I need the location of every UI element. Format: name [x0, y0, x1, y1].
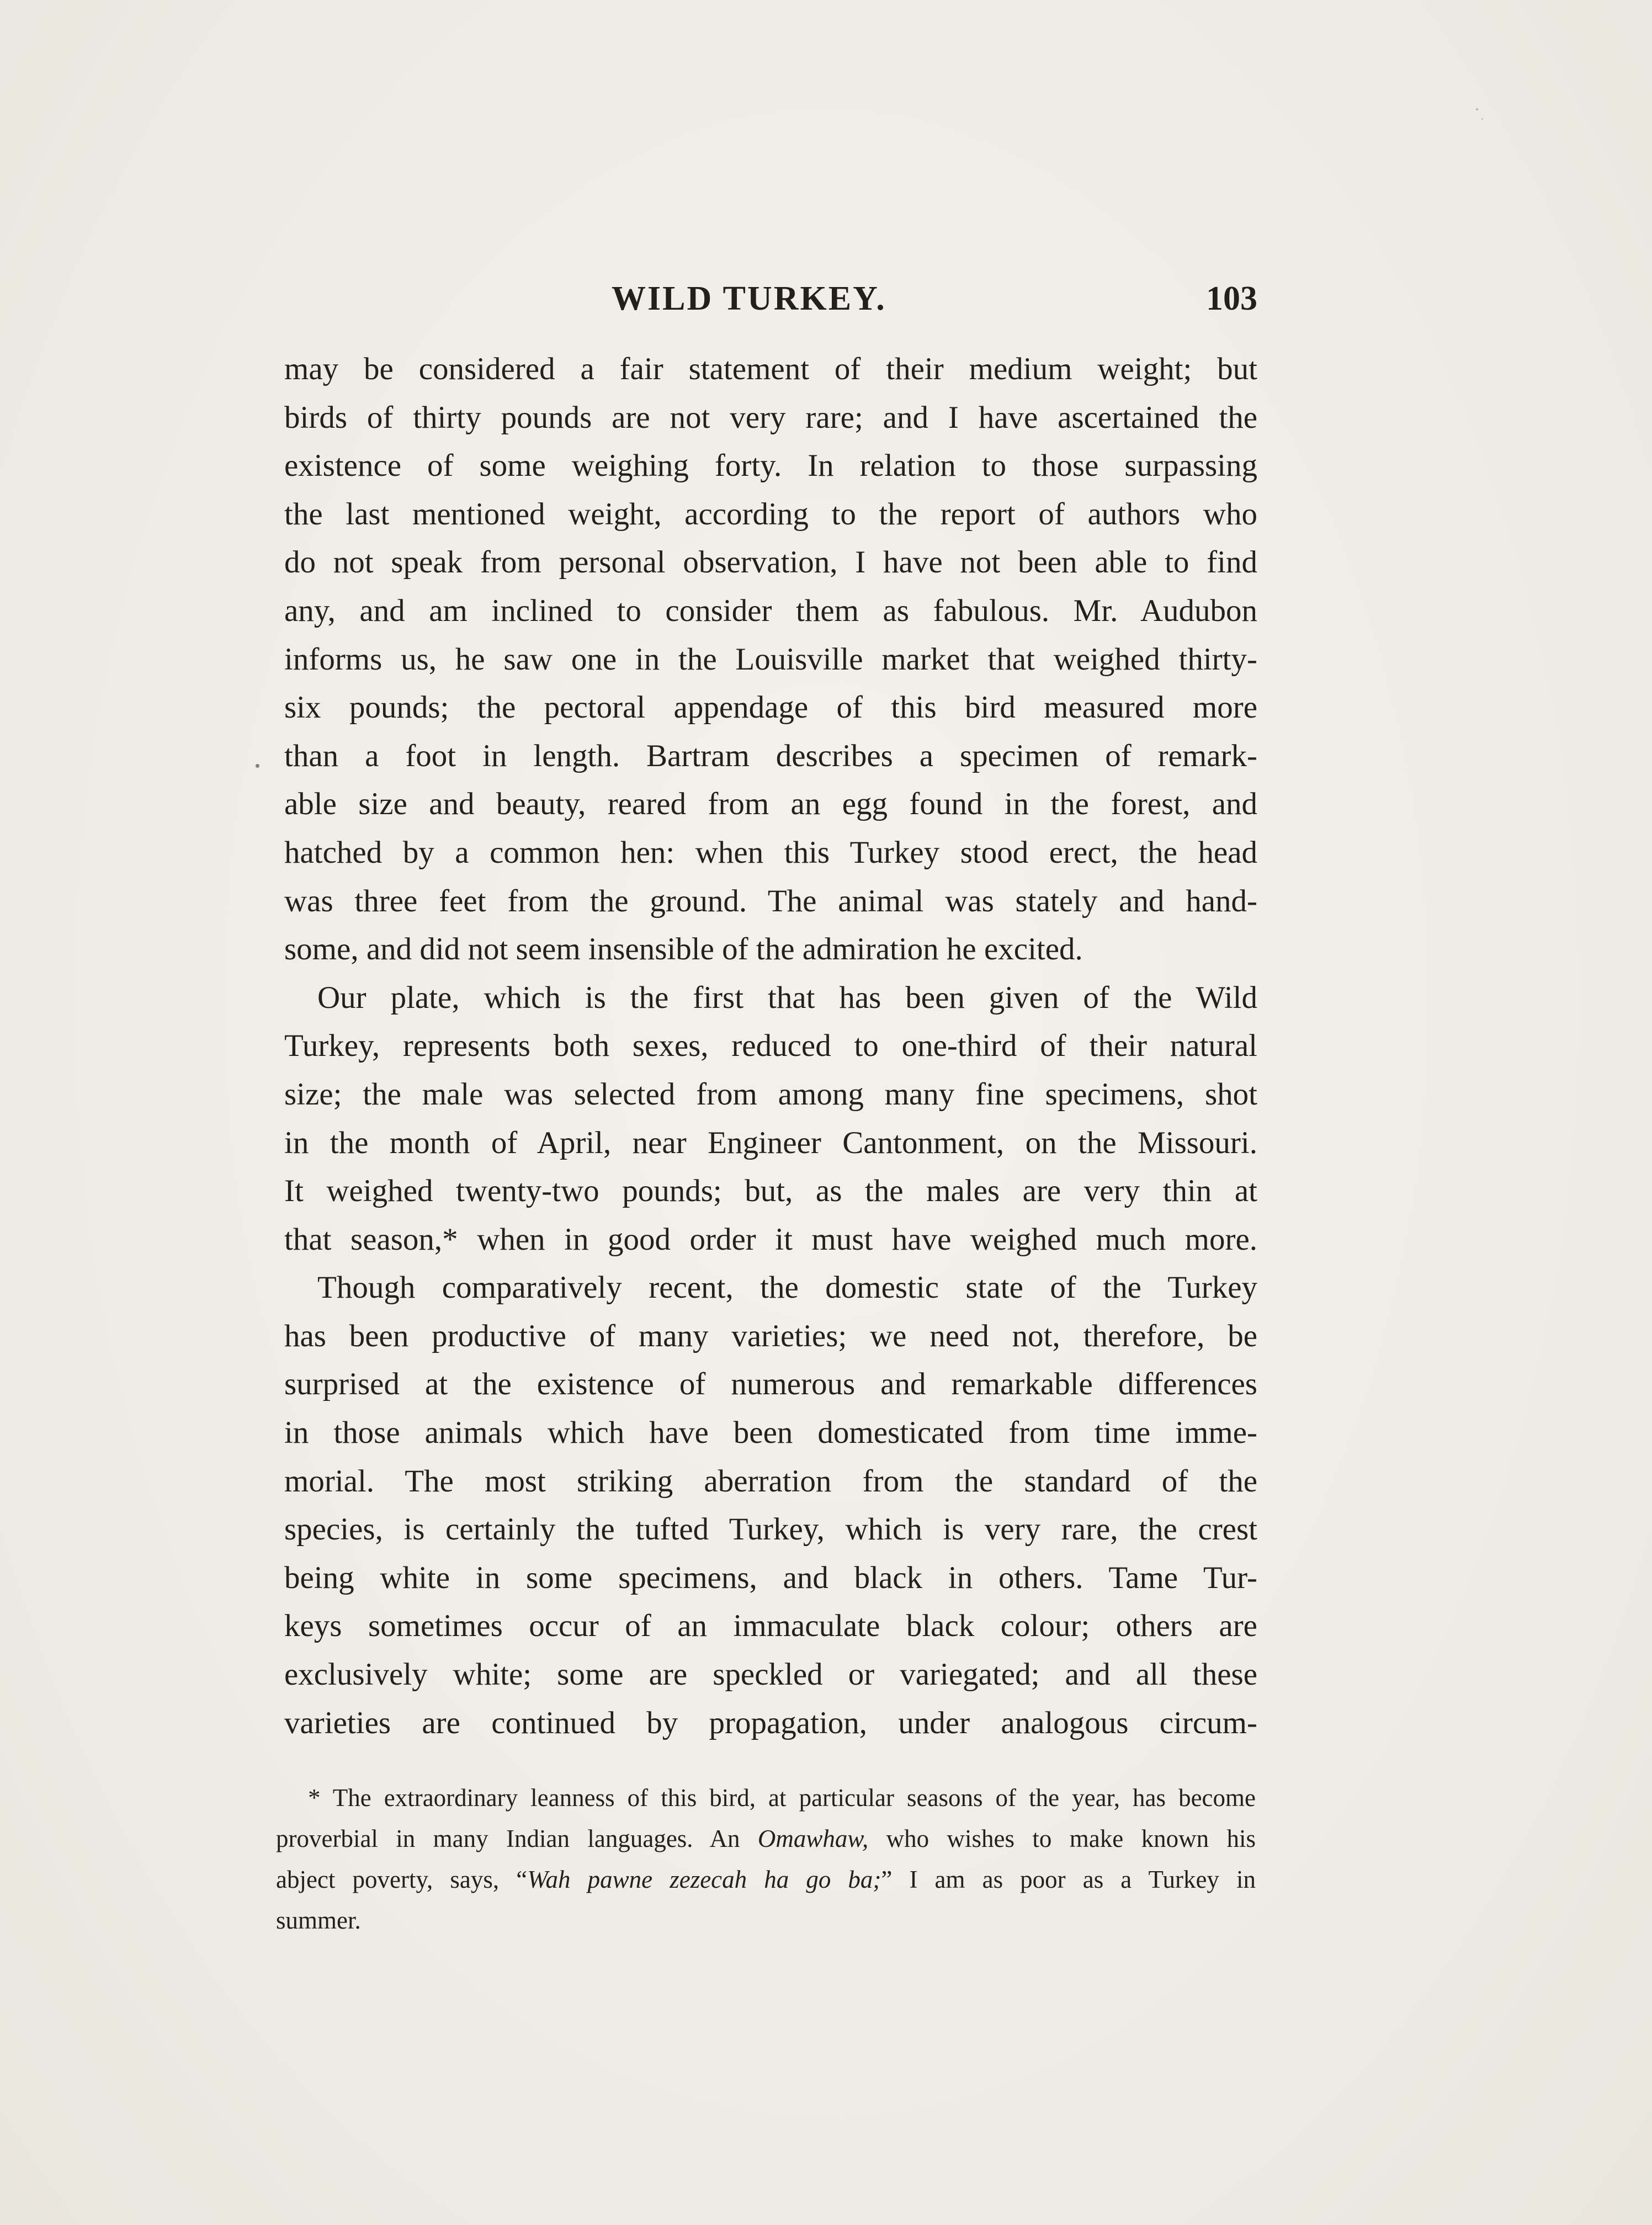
footnote-text: proverbial in many Indian languages. An — [276, 1825, 758, 1852]
footnote-line: summer. — [276, 1907, 361, 1934]
text-line: do not speak from personal observation, I have not been able to find — [284, 545, 1257, 580]
text-line: that season,* when in good order it must have weighed much more. — [284, 1222, 1257, 1257]
text-line: than a foot in length. Bartram describes a specimen of remark- — [284, 738, 1257, 773]
footnote-text: ” I am as poor as a Turkey in — [881, 1866, 1256, 1893]
body-text — [284, 345, 1257, 1747]
text-line: birds of thirty pounds are not very rare; and I have ascertained the — [284, 400, 1257, 435]
text-line: keys sometimes occur of an immaculate black colour; others are — [284, 1608, 1257, 1644]
paper-speck — [1476, 108, 1478, 110]
text-line: It weighed twenty-two pounds; but, as the males are very thin at — [284, 1173, 1257, 1209]
running-title: WILD TURKEY. — [612, 280, 886, 317]
footnote-text: abject poverty, says, “ — [276, 1866, 528, 1893]
text-line: the last mentioned weight, according to the report of authors who — [284, 496, 1257, 532]
text-line: size; the male was selected from among many fine specimens, shot — [284, 1076, 1257, 1112]
text-line: has been productive of many varieties; we need not, therefore, be — [284, 1318, 1257, 1353]
paper-speck — [1481, 118, 1483, 120]
running-head — [0, 274, 1652, 323]
text-line: able size and beauty, reared from an egg found in the forest, and — [284, 787, 1257, 822]
text-line: may be considered a fair statement of their medium weight; but — [284, 352, 1257, 386]
footnote-line: * The extraordinary leanness of this bird, at particular seasons of the year, has become — [308, 1784, 1256, 1812]
page-number: 103 — [1206, 280, 1257, 317]
text-line: any, and am inclined to consider them as fabulous. Mr. Audubon — [284, 593, 1257, 628]
text-line: informs us, he saw one in the Louisville market that weighed thirty- — [284, 641, 1257, 677]
footnote-line — [276, 1859, 1256, 1900]
text-line: species, is certainly the tufted Turkey, which is very rare, the crest — [284, 1512, 1257, 1547]
footnote — [276, 1777, 1256, 1941]
text-line: hatched by a common hen: when this Turkey stood erect, the head — [284, 835, 1257, 870]
text-line: in the month of April, near Engineer Cantonment, on the Missouri. — [284, 1125, 1257, 1160]
paper-speck — [256, 764, 259, 768]
footnote-italic-text: Wah pawne zezecah ha go ba; — [527, 1866, 881, 1893]
text-line: exclusively white; some are speckled or variegated; and all these — [284, 1657, 1257, 1692]
text-line: Turkey, represents both sexes, reduced to one-third of their natural — [284, 1028, 1257, 1064]
text-line: varieties are continued by propagation, under analogous circum- — [284, 1705, 1257, 1740]
text-line: morial. The most striking aberration from the standard of the — [284, 1463, 1257, 1499]
footnote-line — [276, 1818, 1256, 1859]
text-line: surprised at the existence of numerous and remarkable differences — [284, 1367, 1257, 1402]
paragraph-start-line: Our plate, which is the first that has been given of the Wild — [317, 980, 1257, 1015]
text-line: some, and did not seem insensible of the admiration he excited. — [284, 932, 1083, 967]
text-line: existence of some weighing forty. In relation to those surpassing — [284, 448, 1257, 484]
footnote-italic-text: Omawhaw, — [757, 1825, 869, 1852]
footnote-text: who wishes to make known his — [868, 1825, 1256, 1852]
paragraph-start-line: Though comparatively recent, the domestic state of the Turkey — [317, 1270, 1257, 1305]
text-line: six pounds; the pectoral appendage of this bird measured more — [284, 690, 1257, 725]
text-line: in those animals which have been domesticated from time imme- — [284, 1415, 1257, 1451]
text-line: was three feet from the ground. The animal was stately and hand- — [284, 883, 1257, 918]
text-line: being white in some specimens, and black in others. Tame Tur- — [284, 1560, 1257, 1595]
